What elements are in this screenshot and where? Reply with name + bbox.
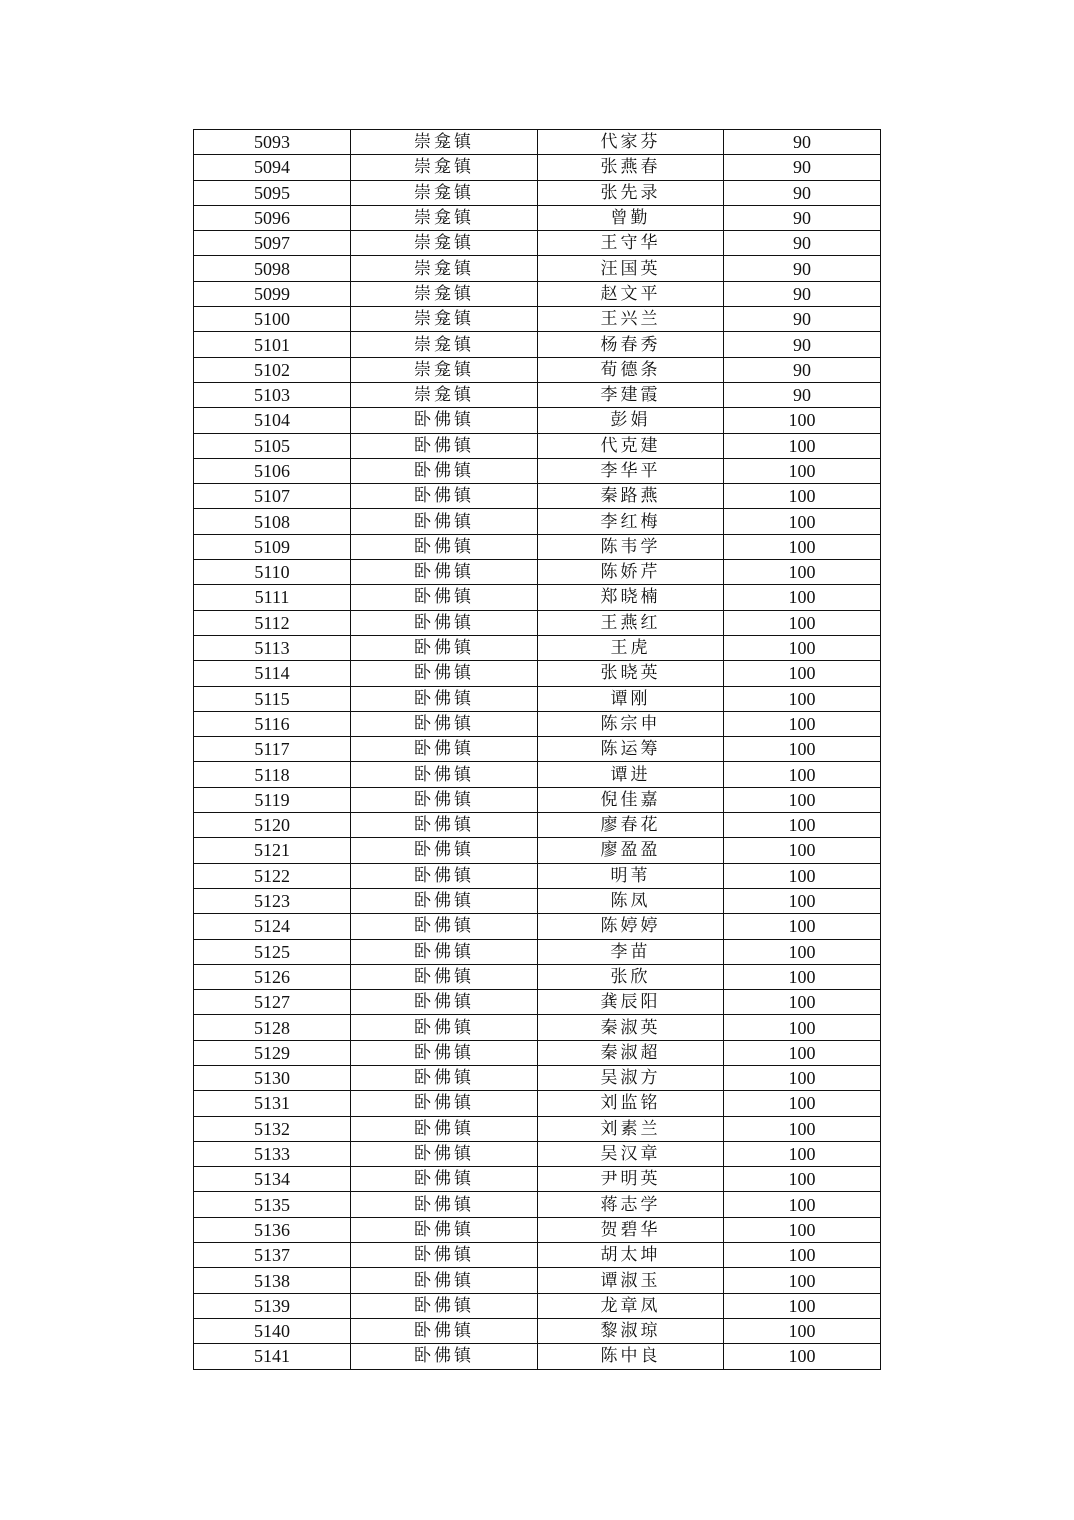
town-cell: 卧佛镇 (351, 484, 538, 509)
person-name-cell: 尹明英 (538, 1167, 724, 1192)
amount-cell: 90 (724, 357, 881, 382)
roster-body (194, 130, 881, 1370)
row-number-cell: 5114 (194, 661, 351, 686)
person-name-cell: 胡太坤 (538, 1243, 724, 1268)
town-cell: 崇龛镇 (351, 130, 538, 155)
person-name-cell: 吴淑方 (538, 1065, 724, 1090)
row-number-cell: 5127 (194, 990, 351, 1015)
table-row (194, 231, 881, 256)
amount-cell: 100 (724, 1116, 881, 1141)
person-name-cell: 王燕红 (538, 610, 724, 635)
person-name-cell: 张晓英 (538, 661, 724, 686)
person-name-cell: 陈韦学 (538, 534, 724, 559)
table-row (194, 130, 881, 155)
town-cell: 卧佛镇 (351, 534, 538, 559)
person-name-cell: 代家芬 (538, 130, 724, 155)
table-row (194, 585, 881, 610)
row-number-cell: 5107 (194, 484, 351, 509)
amount-cell: 100 (724, 1243, 881, 1268)
town-cell: 崇龛镇 (351, 357, 538, 382)
row-number-cell: 5130 (194, 1065, 351, 1090)
person-name-cell: 刘素兰 (538, 1116, 724, 1141)
amount-cell: 100 (724, 1318, 881, 1343)
row-number-cell: 5097 (194, 231, 351, 256)
row-number-cell: 5128 (194, 1015, 351, 1040)
person-name-cell: 廖盈盈 (538, 838, 724, 863)
person-name-cell: 王虎 (538, 635, 724, 660)
person-name-cell: 汪国英 (538, 256, 724, 281)
table-row (194, 914, 881, 939)
table-row (194, 1344, 881, 1369)
person-name-cell: 陈中良 (538, 1344, 724, 1369)
town-cell: 卧佛镇 (351, 762, 538, 787)
amount-cell: 100 (724, 509, 881, 534)
town-cell: 卧佛镇 (351, 1091, 538, 1116)
town-cell: 卧佛镇 (351, 711, 538, 736)
row-number-cell: 5103 (194, 382, 351, 407)
row-number-cell: 5126 (194, 964, 351, 989)
town-cell: 卧佛镇 (351, 1318, 538, 1343)
amount-cell: 90 (724, 155, 881, 180)
table-row (194, 256, 881, 281)
town-cell: 卧佛镇 (351, 1192, 538, 1217)
amount-cell: 100 (724, 1065, 881, 1090)
table-row (194, 1040, 881, 1065)
amount-cell: 90 (724, 307, 881, 332)
town-cell: 卧佛镇 (351, 585, 538, 610)
table-row (194, 357, 881, 382)
table-row (194, 711, 881, 736)
town-cell: 卧佛镇 (351, 888, 538, 913)
town-cell: 崇龛镇 (351, 307, 538, 332)
person-name-cell: 郑晓楠 (538, 585, 724, 610)
person-name-cell: 秦淑英 (538, 1015, 724, 1040)
table-row (194, 1243, 881, 1268)
table-row (194, 484, 881, 509)
amount-cell: 100 (724, 888, 881, 913)
person-name-cell: 秦淑超 (538, 1040, 724, 1065)
row-number-cell: 5120 (194, 813, 351, 838)
amount-cell: 100 (724, 484, 881, 509)
amount-cell: 100 (724, 560, 881, 585)
amount-cell: 100 (724, 914, 881, 939)
amount-cell: 90 (724, 205, 881, 230)
town-cell: 崇龛镇 (351, 155, 538, 180)
town-cell: 卧佛镇 (351, 964, 538, 989)
table-row (194, 509, 881, 534)
amount-cell: 90 (724, 231, 881, 256)
town-cell: 崇龛镇 (351, 205, 538, 230)
town-cell: 卧佛镇 (351, 1293, 538, 1318)
row-number-cell: 5093 (194, 130, 351, 155)
amount-cell: 100 (724, 863, 881, 888)
town-cell: 卧佛镇 (351, 1268, 538, 1293)
person-name-cell: 王守华 (538, 231, 724, 256)
town-cell: 崇龛镇 (351, 332, 538, 357)
row-number-cell: 5139 (194, 1293, 351, 1318)
table-row (194, 964, 881, 989)
town-cell: 卧佛镇 (351, 1217, 538, 1242)
row-number-cell: 5106 (194, 458, 351, 483)
person-name-cell: 代克建 (538, 433, 724, 458)
row-number-cell: 5112 (194, 610, 351, 635)
table-row (194, 1091, 881, 1116)
person-name-cell: 赵文平 (538, 281, 724, 306)
person-name-cell: 倪佳嘉 (538, 787, 724, 812)
row-number-cell: 5123 (194, 888, 351, 913)
row-number-cell: 5094 (194, 155, 351, 180)
row-number-cell: 5105 (194, 433, 351, 458)
table-row (194, 458, 881, 483)
person-name-cell: 陈宗申 (538, 711, 724, 736)
table-row (194, 1065, 881, 1090)
amount-cell: 100 (724, 1167, 881, 1192)
town-cell: 卧佛镇 (351, 686, 538, 711)
amount-cell: 100 (724, 813, 881, 838)
table-row (194, 1167, 881, 1192)
amount-cell: 100 (724, 1192, 881, 1217)
person-name-cell: 廖春花 (538, 813, 724, 838)
amount-cell: 100 (724, 661, 881, 686)
person-name-cell: 李建霞 (538, 382, 724, 407)
row-number-cell: 5102 (194, 357, 351, 382)
amount-cell: 100 (724, 534, 881, 559)
amount-cell: 100 (724, 762, 881, 787)
town-cell: 卧佛镇 (351, 737, 538, 762)
row-number-cell: 5129 (194, 1040, 351, 1065)
table-row (194, 1116, 881, 1141)
amount-cell: 100 (724, 964, 881, 989)
table-row (194, 1318, 881, 1343)
table-row (194, 332, 881, 357)
town-cell: 崇龛镇 (351, 231, 538, 256)
person-name-cell: 刘监铭 (538, 1091, 724, 1116)
town-cell: 卧佛镇 (351, 813, 538, 838)
amount-cell: 90 (724, 332, 881, 357)
person-name-cell: 彭娟 (538, 408, 724, 433)
table-row (194, 534, 881, 559)
table-row (194, 408, 881, 433)
town-cell: 卧佛镇 (351, 433, 538, 458)
row-number-cell: 5099 (194, 281, 351, 306)
town-cell: 卧佛镇 (351, 1344, 538, 1369)
town-cell: 卧佛镇 (351, 635, 538, 660)
table-row (194, 686, 881, 711)
amount-cell: 90 (724, 382, 881, 407)
row-number-cell: 5134 (194, 1167, 351, 1192)
amount-cell: 100 (724, 1268, 881, 1293)
row-number-cell: 5133 (194, 1141, 351, 1166)
table-row (194, 787, 881, 812)
amount-cell: 100 (724, 838, 881, 863)
town-cell: 卧佛镇 (351, 1015, 538, 1040)
table-row (194, 1141, 881, 1166)
person-name-cell: 曾勤 (538, 205, 724, 230)
person-name-cell: 王兴兰 (538, 307, 724, 332)
person-name-cell: 龚辰阳 (538, 990, 724, 1015)
table-row (194, 863, 881, 888)
amount-cell: 100 (724, 990, 881, 1015)
town-cell: 卧佛镇 (351, 610, 538, 635)
person-name-cell: 陈运筹 (538, 737, 724, 762)
table-row (194, 661, 881, 686)
person-name-cell: 贺碧华 (538, 1217, 724, 1242)
row-number-cell: 5098 (194, 256, 351, 281)
town-cell: 卧佛镇 (351, 1040, 538, 1065)
person-name-cell: 李华平 (538, 458, 724, 483)
person-name-cell: 李红梅 (538, 509, 724, 534)
table-row (194, 838, 881, 863)
town-cell: 卧佛镇 (351, 661, 538, 686)
person-name-cell: 谭刚 (538, 686, 724, 711)
person-name-cell: 张欣 (538, 964, 724, 989)
table-row (194, 1015, 881, 1040)
amount-cell: 100 (724, 635, 881, 660)
row-number-cell: 5110 (194, 560, 351, 585)
amount-cell: 100 (724, 787, 881, 812)
town-cell: 卧佛镇 (351, 560, 538, 585)
row-number-cell: 5117 (194, 737, 351, 762)
person-name-cell: 陈婷婷 (538, 914, 724, 939)
amount-cell: 90 (724, 281, 881, 306)
row-number-cell: 5115 (194, 686, 351, 711)
table-row (194, 635, 881, 660)
person-name-cell: 谭淑玉 (538, 1268, 724, 1293)
row-number-cell: 5140 (194, 1318, 351, 1343)
town-cell: 崇龛镇 (351, 256, 538, 281)
table-row (194, 281, 881, 306)
town-cell: 卧佛镇 (351, 1116, 538, 1141)
town-cell: 卧佛镇 (351, 509, 538, 534)
person-name-cell: 黎淑琼 (538, 1318, 724, 1343)
amount-cell: 100 (724, 1344, 881, 1369)
row-number-cell: 5122 (194, 863, 351, 888)
table-row (194, 990, 881, 1015)
town-cell: 卧佛镇 (351, 863, 538, 888)
town-cell: 卧佛镇 (351, 1243, 538, 1268)
table-row (194, 1217, 881, 1242)
row-number-cell: 5095 (194, 180, 351, 205)
row-number-cell: 5100 (194, 307, 351, 332)
amount-cell: 100 (724, 458, 881, 483)
amount-cell: 100 (724, 408, 881, 433)
row-number-cell: 5119 (194, 787, 351, 812)
town-cell: 卧佛镇 (351, 914, 538, 939)
row-number-cell: 5124 (194, 914, 351, 939)
amount-cell: 100 (724, 1040, 881, 1065)
row-number-cell: 5113 (194, 635, 351, 660)
town-cell: 卧佛镇 (351, 1167, 538, 1192)
table-row (194, 888, 881, 913)
amount-cell: 100 (724, 1091, 881, 1116)
table-row (194, 307, 881, 332)
row-number-cell: 5118 (194, 762, 351, 787)
town-cell: 卧佛镇 (351, 990, 538, 1015)
table-row (194, 737, 881, 762)
person-name-cell: 陈娇芹 (538, 560, 724, 585)
town-cell: 卧佛镇 (351, 1141, 538, 1166)
person-name-cell: 吴汉章 (538, 1141, 724, 1166)
town-cell: 卧佛镇 (351, 787, 538, 812)
row-number-cell: 5135 (194, 1192, 351, 1217)
row-number-cell: 5132 (194, 1116, 351, 1141)
row-number-cell: 5101 (194, 332, 351, 357)
row-number-cell: 5108 (194, 509, 351, 534)
person-name-cell: 陈凤 (538, 888, 724, 913)
town-cell: 崇龛镇 (351, 281, 538, 306)
row-number-cell: 5138 (194, 1268, 351, 1293)
amount-cell: 90 (724, 130, 881, 155)
amount-cell: 100 (724, 610, 881, 635)
row-number-cell: 5111 (194, 585, 351, 610)
table-row (194, 610, 881, 635)
person-name-cell: 谭进 (538, 762, 724, 787)
row-number-cell: 5125 (194, 939, 351, 964)
table-row (194, 205, 881, 230)
row-number-cell: 5116 (194, 711, 351, 736)
person-name-cell: 张先录 (538, 180, 724, 205)
amount-cell: 100 (724, 1141, 881, 1166)
amount-cell: 100 (724, 585, 881, 610)
town-cell: 卧佛镇 (351, 458, 538, 483)
amount-cell: 100 (724, 939, 881, 964)
amount-cell: 100 (724, 1015, 881, 1040)
row-number-cell: 5136 (194, 1217, 351, 1242)
town-cell: 卧佛镇 (351, 939, 538, 964)
row-number-cell: 5137 (194, 1243, 351, 1268)
table-row (194, 382, 881, 407)
table-row (194, 1293, 881, 1318)
table-row (194, 1268, 881, 1293)
amount-cell: 90 (724, 256, 881, 281)
town-cell: 崇龛镇 (351, 382, 538, 407)
amount-cell: 100 (724, 686, 881, 711)
table-row (194, 180, 881, 205)
row-number-cell: 5104 (194, 408, 351, 433)
row-number-cell: 5096 (194, 205, 351, 230)
row-number-cell: 5121 (194, 838, 351, 863)
table-row (194, 155, 881, 180)
amount-cell: 100 (724, 433, 881, 458)
person-name-cell: 明苇 (538, 863, 724, 888)
table-row (194, 813, 881, 838)
town-cell: 崇龛镇 (351, 180, 538, 205)
person-name-cell: 秦路燕 (538, 484, 724, 509)
roster-table (193, 129, 881, 1370)
table-row (194, 1192, 881, 1217)
row-number-cell: 5141 (194, 1344, 351, 1369)
person-name-cell: 杨春秀 (538, 332, 724, 357)
town-cell: 卧佛镇 (351, 408, 538, 433)
amount-cell: 100 (724, 1217, 881, 1242)
person-name-cell: 张燕春 (538, 155, 724, 180)
row-number-cell: 5109 (194, 534, 351, 559)
person-name-cell: 李苗 (538, 939, 724, 964)
amount-cell: 100 (724, 737, 881, 762)
table-row (194, 762, 881, 787)
table-row (194, 560, 881, 585)
town-cell: 卧佛镇 (351, 1065, 538, 1090)
table-row (194, 433, 881, 458)
amount-cell: 100 (724, 711, 881, 736)
town-cell: 卧佛镇 (351, 838, 538, 863)
row-number-cell: 5131 (194, 1091, 351, 1116)
person-name-cell: 蒋志学 (538, 1192, 724, 1217)
person-name-cell: 荀德条 (538, 357, 724, 382)
amount-cell: 100 (724, 1293, 881, 1318)
table-row (194, 939, 881, 964)
amount-cell: 90 (724, 180, 881, 205)
person-name-cell: 龙章凤 (538, 1293, 724, 1318)
